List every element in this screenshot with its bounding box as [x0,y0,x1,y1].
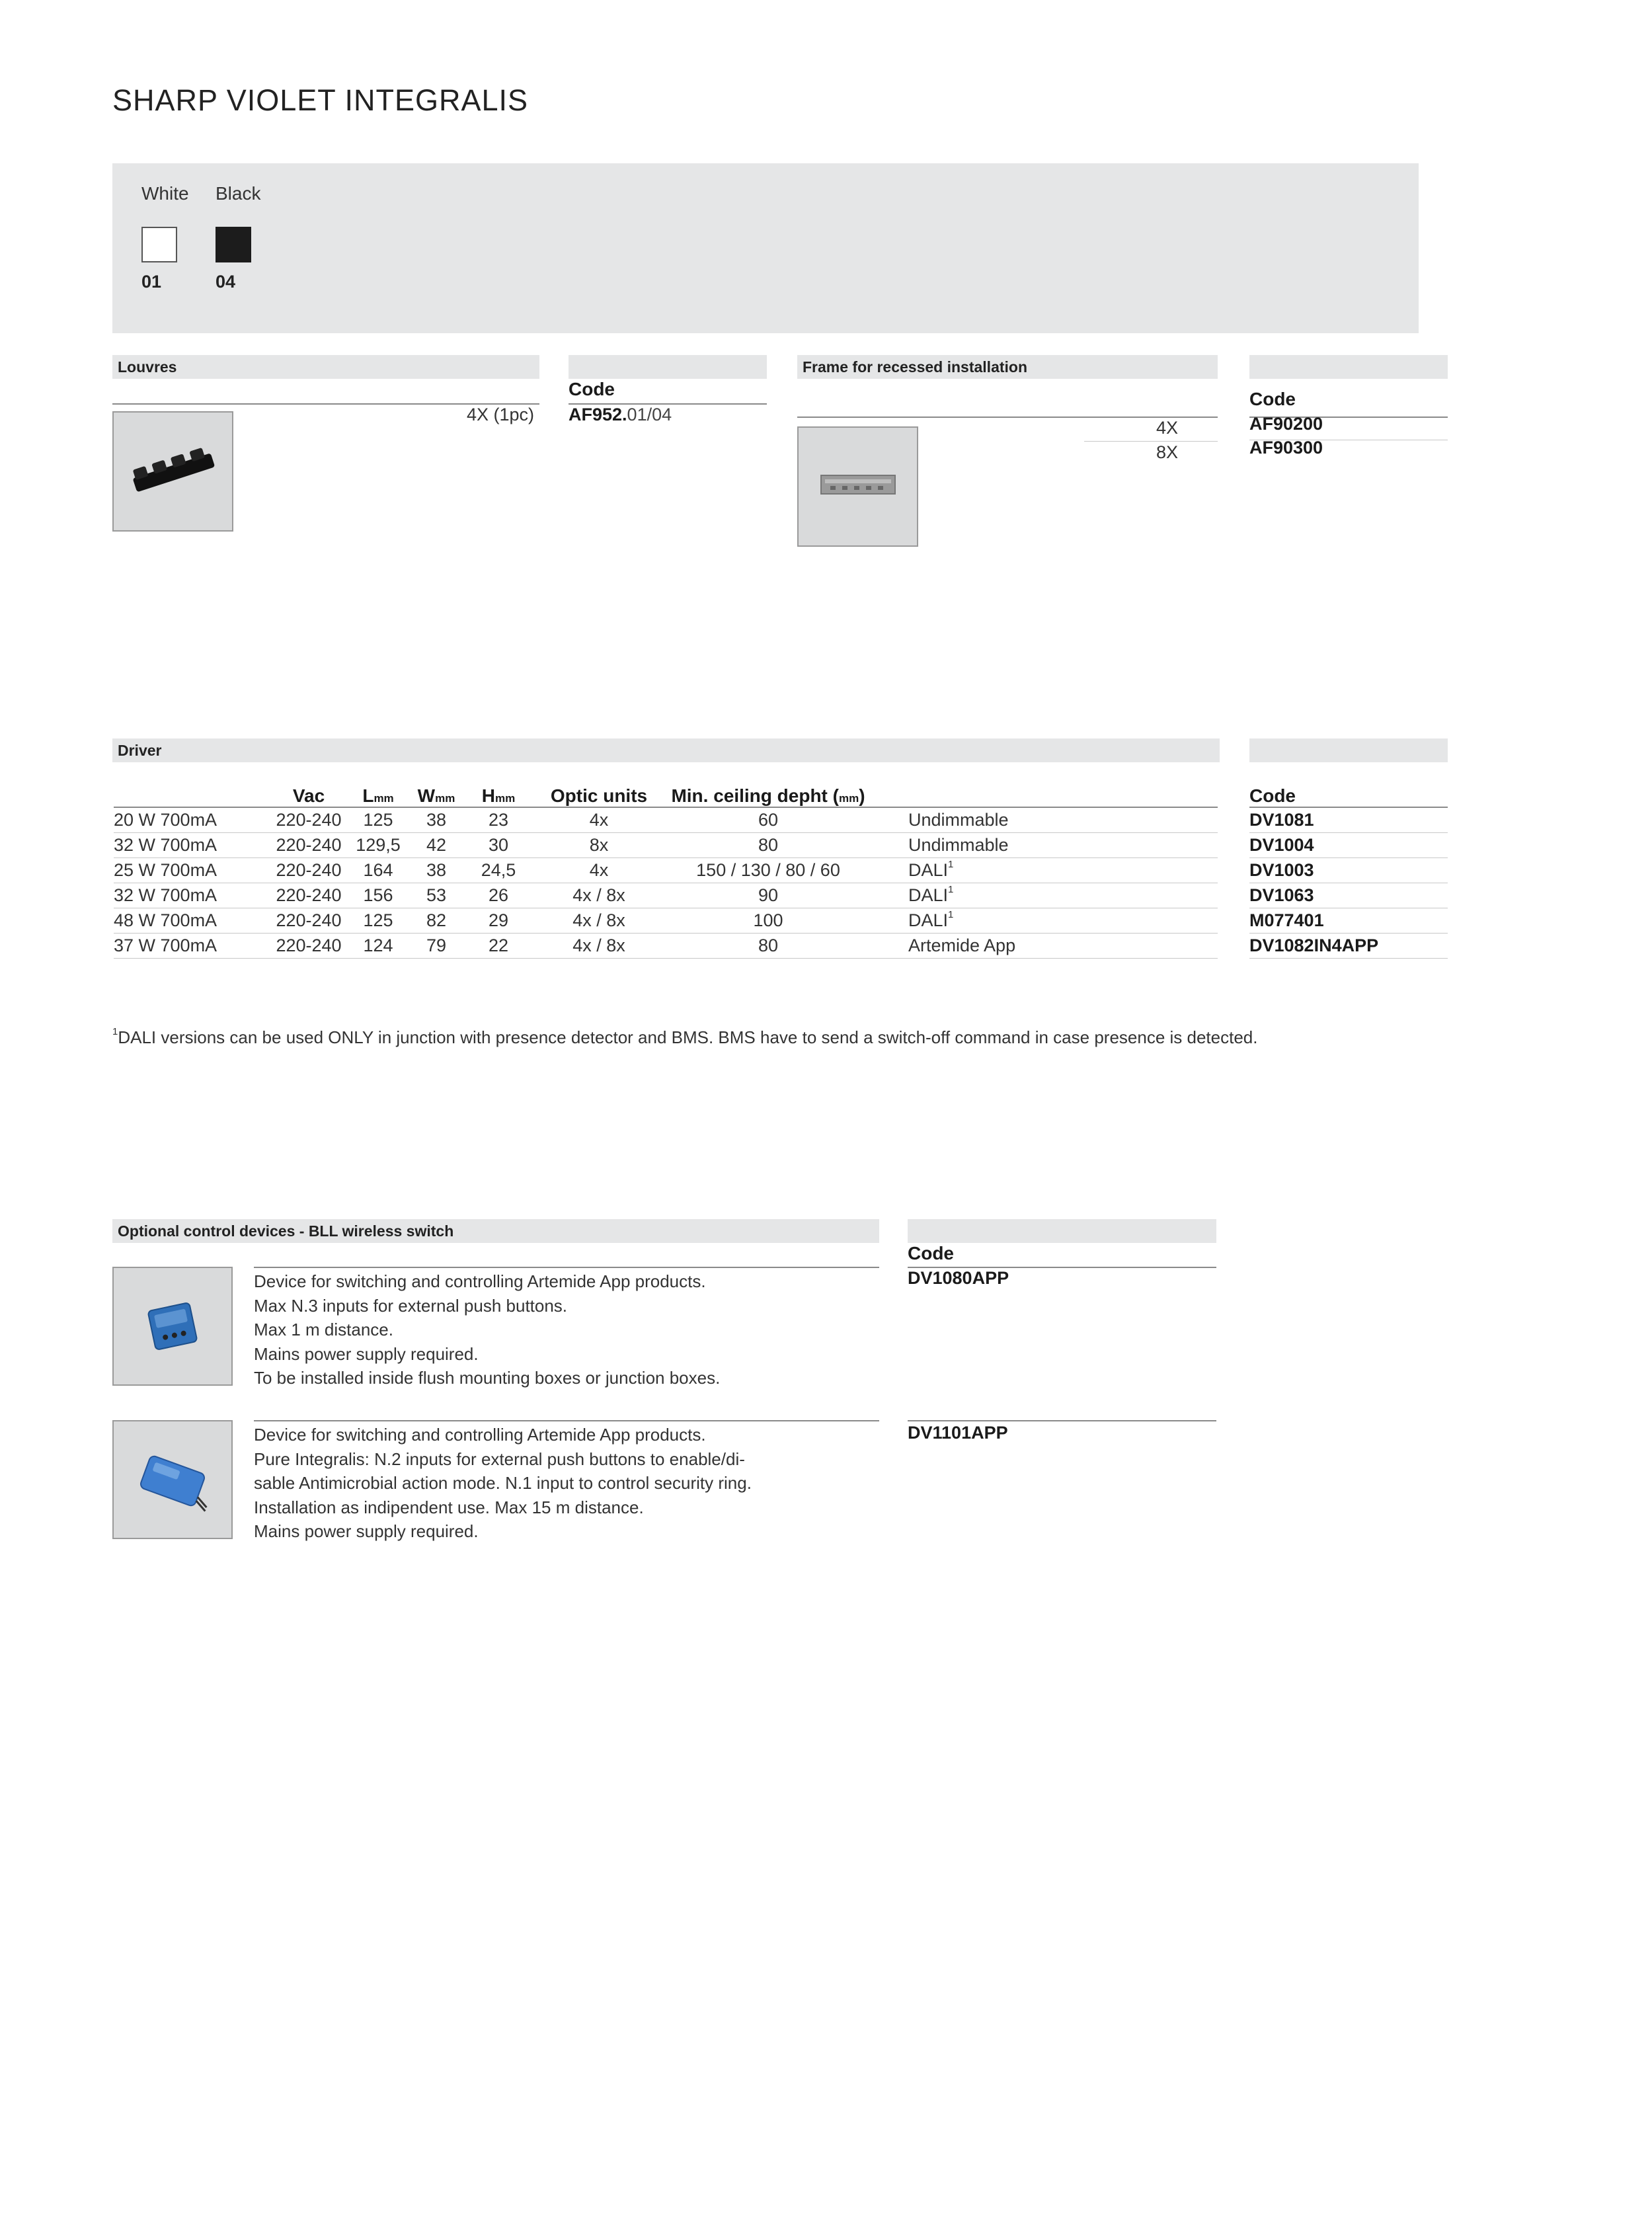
cell-vac: 220-240 [266,883,352,908]
cell-width: 42 [405,833,468,858]
cell-length: 125 [352,908,405,934]
page-title: SHARP VIOLET INTEGRALIS [112,83,529,117]
device-1-divider [254,1267,879,1268]
switch-device-icon [114,1421,231,1538]
cell-ceiling: 80 [669,934,867,959]
swatch-black[interactable] [216,227,251,262]
cell-height: 29 [468,908,529,934]
driver-table-header [114,780,1218,807]
frame-header: Frame for recessed installation [797,355,1218,379]
cell-ceiling: 60 [669,807,867,833]
frame-qty-1: 4X [1156,418,1178,438]
cell-power: 37 W 700mA [114,934,266,959]
cell-power: 25 W 700mA [114,858,266,883]
cell-vac: 220-240 [266,833,352,858]
louvres-code-bold: AF952. [569,405,627,424]
cell-vac: 220-240 [266,807,352,833]
cell-width: 38 [405,807,468,833]
device-2-code: DV1101APP [908,1423,1008,1443]
swatch-white[interactable] [141,227,177,262]
cell-type: DALI$^1$ [867,883,1218,908]
device-2-code-divider [908,1420,1216,1421]
cell-length: 164 [352,858,405,883]
cell-length: 156 [352,883,405,908]
cell-optic: 8x [529,833,669,858]
cell-power: 32 W 700mA [114,833,266,858]
device-1-description: Device for switching and controlling Artemide App products. Max N.3 inputs for external push buttons. Max 1 m distance. Mains power supply required. To be installed inside flush mounting boxes or junction boxes. [254,1271,721,1388]
cell-width: 53 [405,883,468,908]
driver-footnote: $^1$DALI versions can be used ONLY in junction with presence detector and BMS. BMS have to send a switch-off command in case presence is detected. [112,1026,1258,1047]
device-1-image [112,1267,233,1386]
cell-height: 30 [468,833,529,858]
frame-code-2: AF90300 [1249,438,1323,458]
cell-power: 32 W 700mA [114,883,266,908]
col-ceiling-depth: Min. ceiling depht (mm) [669,780,867,807]
optional-header: Optional control devices - BLL wireless switch [112,1219,879,1243]
device-1-code: DV1080APP [908,1268,1009,1288]
driver-code: DV1063 [1249,883,1448,908]
finish-panel [112,163,1419,333]
table-row [114,934,1218,959]
cell-optic: 4x / 8x [529,883,669,908]
cell-length: 125 [352,807,405,833]
cell-type: Artemide App [867,934,1218,959]
col-height: Hmm [468,780,529,807]
cell-height: 22 [468,934,529,959]
driver-code: DV1081 [1249,807,1448,833]
driver-code-bar [1249,738,1448,762]
frame-code-header: Code [1249,389,1296,409]
cell-height: 24,5 [468,858,529,883]
table-row [114,833,1218,858]
driver-code-table [1249,780,1448,959]
finish-code-black: 04 [216,272,236,292]
cell-power: 48 W 700mA [114,908,266,934]
frame-image [797,426,918,547]
cell-type: DALI$^1$ [867,908,1218,934]
table-row [114,908,1218,934]
cell-width: 38 [405,858,468,883]
cell-optic: 4x / 8x [529,908,669,934]
cell-length: 129,5 [352,833,405,858]
cell-power: 20 W 700mA [114,807,266,833]
cell-height: 26 [468,883,529,908]
cell-ceiling: 150 / 130 / 80 / 60 [669,858,867,883]
louvres-qty: 4X (1pc) [466,405,534,424]
cell-vac: 220-240 [266,934,352,959]
cell-ceiling: 90 [669,883,867,908]
col-type [867,780,1218,807]
table-row [1249,883,1448,908]
finish-label-black: Black [216,183,261,204]
cell-length: 124 [352,934,405,959]
frame-code-1: AF90200 [1249,414,1323,434]
cell-type: DALI$^1$ [867,858,1218,883]
louvres-header: Louvres [112,355,539,379]
col-vac: Vac [266,780,352,807]
table-row [114,858,1218,883]
table-row [114,807,1218,833]
table-row [1249,807,1448,833]
cell-vac: 220-240 [266,908,352,934]
cell-type: Undimmable [867,807,1218,833]
cell-ceiling: 100 [669,908,867,934]
frame-code-bar [1249,355,1448,379]
louvres-code [569,405,672,425]
cell-ceiling: 80 [669,833,867,858]
table-row [1249,908,1448,934]
louvres-product-icon [114,413,232,530]
finish-label-white: White [141,183,189,204]
frame-row-divider [1084,441,1218,442]
switch-device-icon [114,1268,231,1384]
finish-code-white: 01 [141,272,162,292]
cell-optic: 4x [529,858,669,883]
louvres-code-header: Code [569,379,615,399]
cell-type: Undimmable [867,833,1218,858]
table-row [1249,858,1448,883]
frame-qty-2: 8X [1156,442,1178,462]
col-length: Lmm [352,780,405,807]
table-row [114,883,1218,908]
louvres-code-bar [569,355,767,379]
cell-optic: 4x [529,807,669,833]
driver-code: M077401 [1249,908,1448,934]
cell-height: 23 [468,807,529,833]
louvres-image [112,411,233,532]
driver-header: Driver [112,738,1220,762]
col-optic-units: Optic units [529,780,669,807]
frame-product-icon [799,428,917,545]
table-row [1249,833,1448,858]
driver-code: DV1082IN4APP [1249,934,1448,959]
driver-code: DV1003 [1249,858,1448,883]
cell-vac: 220-240 [266,858,352,883]
table-row [1249,934,1448,959]
device-2-image [112,1420,233,1539]
driver-table [114,780,1218,959]
device-2-description: Device for switching and controlling Artemide App products. Pure Integralis: N.2 inputs for external push buttons to enable/di- sable Antimicrobial action mode. N.1 input to control security ring. Installation as indipendent use. Max 15 m distance. Mains power supply required. [254,1425,752,1541]
cell-width: 82 [405,908,468,934]
device-2-divider [254,1420,879,1421]
driver-code-header: Code [1249,780,1448,807]
driver-code: DV1004 [1249,833,1448,858]
optional-code-header: Code [908,1243,954,1263]
col-width: Wmm [405,780,468,807]
louvres-code-light: 01/04 [627,405,672,424]
col-power [114,780,266,807]
optional-code-bar [908,1219,1216,1243]
cell-optic: 4x / 8x [529,934,669,959]
cell-width: 79 [405,934,468,959]
